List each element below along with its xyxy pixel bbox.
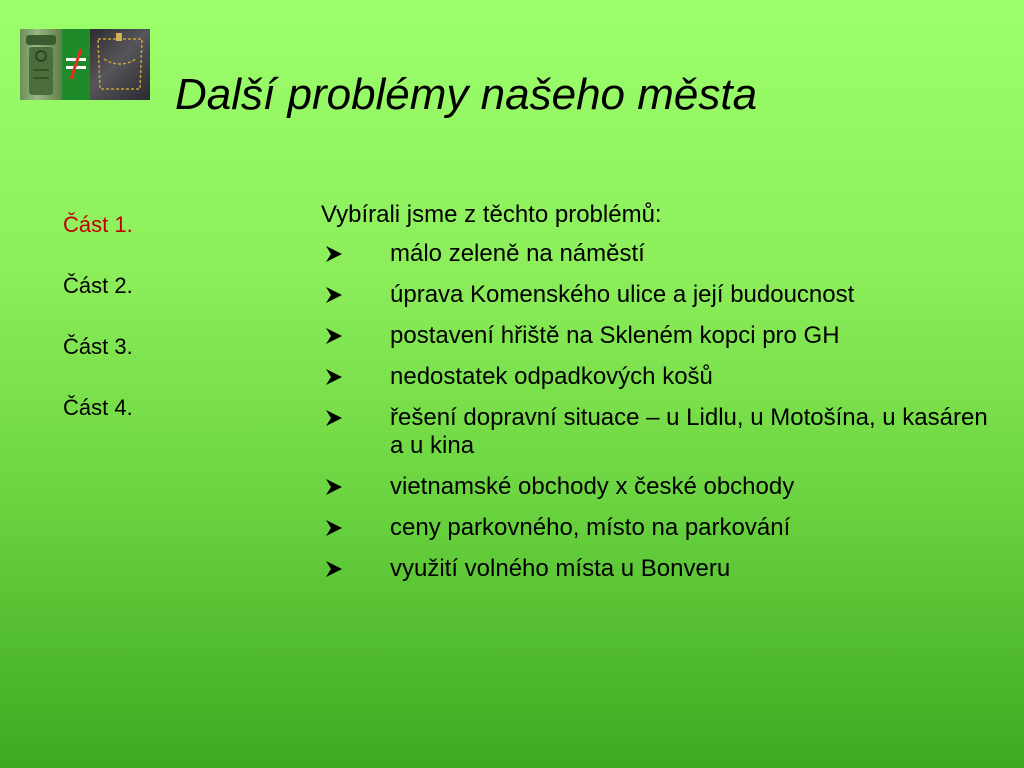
problem-list: [321, 240, 1001, 583]
list-item: [321, 322, 1001, 350]
list-item-text: řešení dopravní situace – u Lidlu, u Motošína, u kasáren a u kina: [390, 404, 988, 459]
arrowhead-bullet-icon: [324, 326, 344, 346]
list-item-text: vietnamské obchody x české obchody: [390, 473, 795, 500]
list-item-text: ceny parkovného, místo na parkování: [390, 514, 791, 541]
list-item-text: málo zeleně na náměstí: [390, 240, 645, 267]
arrowhead-bullet-icon: [324, 559, 344, 579]
list-item: [321, 514, 1001, 542]
list-item: [321, 473, 1001, 501]
nav-item-cast-1[interactable]: Část 1.: [63, 212, 133, 237]
section-nav: [63, 212, 133, 456]
arrowhead-bullet-icon: [324, 477, 344, 497]
list-item-text: postavení hřiště na Skleném kopci pro GH: [390, 322, 840, 349]
list-item-text: úprava Komenského ulice a její budoucnost: [390, 281, 855, 308]
nav-item-cast-4[interactable]: Část 4.: [63, 395, 133, 420]
arrowhead-bullet-icon: [324, 408, 344, 428]
list-item: [321, 555, 1001, 583]
list-item: [321, 404, 1001, 460]
not-equal-icon: [62, 29, 90, 100]
jeans-icon: [90, 29, 150, 100]
content-area: [321, 200, 1001, 596]
arrowhead-bullet-icon: [324, 244, 344, 264]
list-item: [321, 281, 1001, 309]
nav-item-cast-3[interactable]: Část 3.: [63, 334, 133, 359]
logo-image: [20, 29, 150, 100]
list-item-text: využití volného místa u Bonveru: [390, 555, 731, 582]
list-item: [321, 363, 1001, 391]
arrowhead-bullet-icon: [324, 367, 344, 387]
page-title: Další problémy našeho města: [175, 70, 758, 119]
nav-item-cast-2[interactable]: Část 2.: [63, 273, 133, 298]
list-item-text: nedostatek odpadkových košů: [390, 363, 713, 390]
arrowhead-bullet-icon: [324, 285, 344, 305]
intro-text: Vybírali jsme z těchto problémů:: [321, 201, 662, 228]
trash-bin-icon: [20, 29, 62, 100]
list-item: [321, 240, 1001, 268]
arrowhead-bullet-icon: [324, 518, 344, 538]
